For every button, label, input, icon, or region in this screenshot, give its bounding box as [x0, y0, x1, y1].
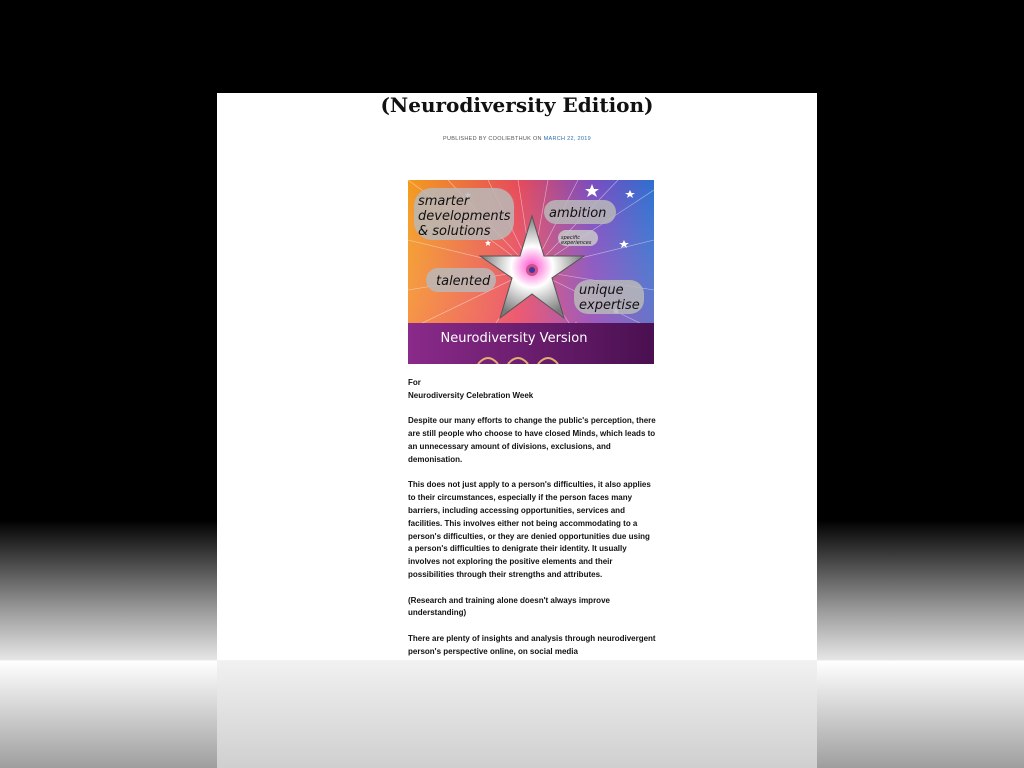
bubble-solutions: & solutions	[418, 224, 491, 239]
post-date-link[interactable]: MARCH 22, 2019	[543, 136, 591, 142]
post-content	[408, 377, 656, 660]
bubble-expertise: expertise	[579, 298, 640, 313]
post-title: (Neurodiversity Edition)	[380, 93, 654, 117]
post-meta	[217, 136, 817, 142]
paragraph-2: This does not just apply to a person's difficulties, it also applies to their circumstances, especially if the person faces many barriers, including accessing opportunities, services and facilities. This involves either not being accommodating to a person's difficulties, or they are denied opportunities due using a person's difficulties to denigrate their identity. It usually involves not exploring the positive elements and their possibilities through their strengths and attributes.	[408, 480, 651, 579]
paragraph-4: There are plenty of insights and analysis through neurodivergent person's perspective online, on social media	[408, 633, 656, 656]
bubble-specific: specific	[561, 235, 580, 241]
bubble-talented: talented	[436, 274, 491, 289]
page-reflection	[217, 661, 817, 768]
paragraph-1: Despite our many efforts to change the public's perception, there are still people who choose to have closed Minds, which leads to an unnecessary amount of divisions, exclusions, and demonisation.	[408, 416, 656, 464]
post-meta-prefix: PUBLISHED BY COOLIEBTHUK ON	[443, 136, 542, 142]
bubble-developments: developments	[418, 209, 511, 224]
bubble-experiences: experiences	[561, 240, 592, 246]
browser-page	[217, 93, 817, 660]
bubble-unique: unique	[579, 283, 624, 298]
bubble-smarter: smarter	[418, 194, 470, 209]
event-heading	[408, 377, 656, 403]
hero-image[interactable]	[408, 180, 654, 364]
bubble-ambition: ambition	[549, 206, 607, 221]
event-name: Neurodiversity Celebration Week	[408, 390, 534, 400]
for-label: For	[408, 378, 421, 387]
paragraph-3: (Research and training alone doesn't always improve understanding)	[408, 595, 610, 618]
banner-text: Neurodiversity Version	[440, 331, 588, 346]
